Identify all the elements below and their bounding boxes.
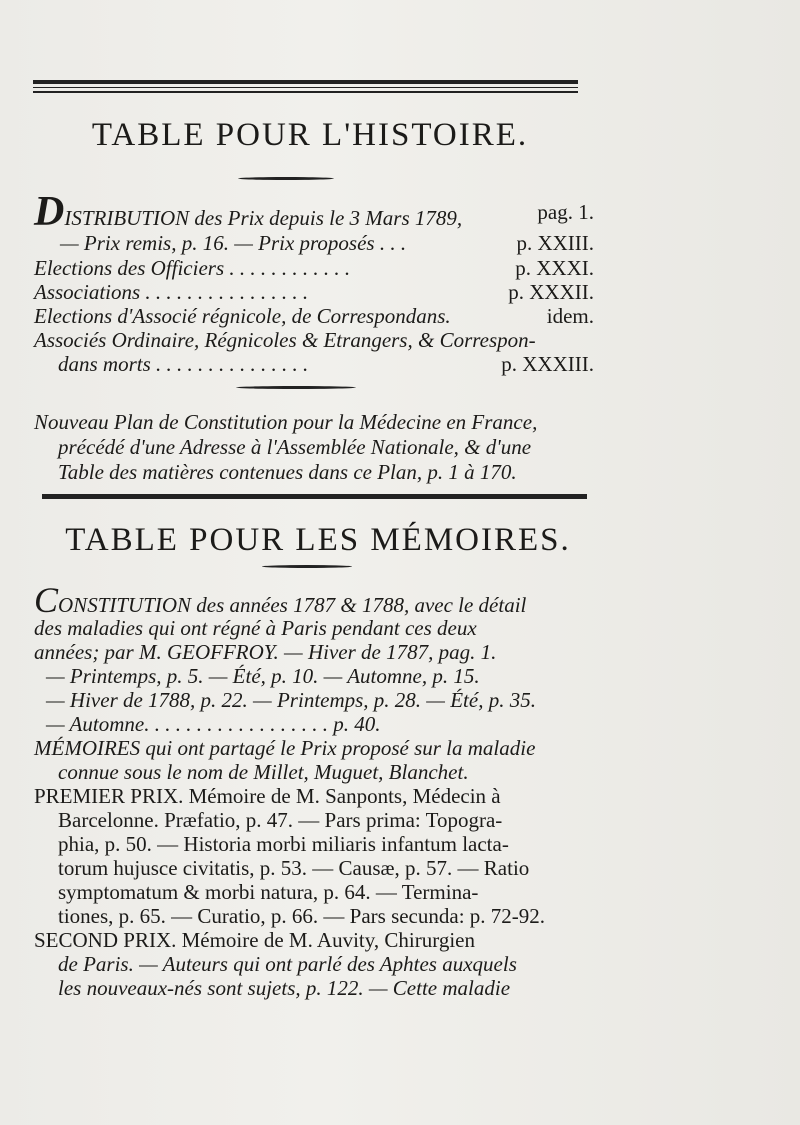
memoire-line-14: tiones, p. 65. — Curatio, p. 66. — Pars secunda: p. 72-92. xyxy=(58,904,546,928)
memoire-line-16: de Paris. — Auteurs qui ont parlé des Aphtes auxquels xyxy=(58,952,517,976)
memoire-line-5: — Hiver de 1788, p. 22. — Printemps, p. 28. — Été, p. 35. xyxy=(46,688,536,712)
memoire-line-13: symptomatum & morbi natura, p. 64. — Termina- xyxy=(58,880,479,904)
memoire-line-1: CONSTITUTION des années 1787 & 1788, avec le détail xyxy=(34,580,527,620)
entry-associations: Associations . . . . . . . . . . . . . . . . p. XXXII. xyxy=(34,280,594,304)
plan-line-1: Nouveau Plan de Constitution pour la Médecine en France, xyxy=(34,410,538,434)
section-title-memoires: TABLE POUR LES MÉMOIRES. xyxy=(65,522,571,558)
memoire-line-2: des maladies qui ont régné à Paris pendant ces deux xyxy=(34,616,477,640)
entry-prix-remis: — Prix remis, p. 16. — Prix proposés . . . p. XXIII. xyxy=(60,231,594,255)
top-ornamental-rule xyxy=(33,80,578,93)
entry-elections-officiers: Elections des Officiers . . . . . . . . . . . . p. XXXI. xyxy=(34,256,594,280)
memoire-line-10: Barcelonne. Præfatio, p. 47. — Pars prima: Topogra- xyxy=(58,808,503,832)
memoire-line-4: — Printemps, p. 5. — Été, p. 10. — Automne, p. 15. xyxy=(46,664,480,688)
entry-associes-ordinaire: Associés Ordinaire, Régnicoles & Etrangers, & Correspon- xyxy=(34,328,536,352)
memoire-line-9: PREMIER PRIX. Mémoire de M. Sanponts, Médecin à xyxy=(34,784,501,808)
short-divider-2 xyxy=(236,386,356,389)
short-divider-3 xyxy=(262,565,352,568)
memoire-line-3: années; par M. GEOFFROY. — Hiver de 1787, pag. 1. xyxy=(34,640,497,664)
short-divider-1 xyxy=(238,177,334,180)
plan-line-3: Table des matières contenues dans ce Plan, p. 1 à 170. xyxy=(58,460,517,484)
section-title-histoire: TABLE POUR L'HISTOIRE. xyxy=(91,117,529,153)
memoire-line-11: phia, p. 50. — Historia morbi miliaris infantum lacta- xyxy=(58,832,509,856)
memoire-line-6: — Automne. . . . . . . . . . . . . . . . . . p. 40. xyxy=(46,712,381,736)
section-thick-rule xyxy=(42,494,587,499)
memoire-line-17: les nouveaux-nés sont sujets, p. 122. — Cette maladie xyxy=(58,976,511,1000)
plan-line-2: précédé d'une Adresse à l'Assemblée Nationale, & d'une xyxy=(58,435,532,459)
entry-elections-associe: Elections d'Associé régnicole, de Correspondans. idem. xyxy=(34,304,594,328)
entry-dans-morts: dans morts . . . . . . . . . . . . . . . p. XXXIII. xyxy=(58,352,594,376)
memoire-line-8: connue sous le nom de Millet, Muguet, Blanchet. xyxy=(58,760,469,784)
memoire-line-7: MÉMOIRES qui ont partagé le Prix proposé sur la maladie xyxy=(34,736,536,760)
entry-distribution: DISTRIBUTION des Prix depuis le 3 Mars 1789, pag. 1. xyxy=(34,189,594,235)
memoire-line-12: torum hujusce civitatis, p. 53. — Causæ, p. 57. — Ratio xyxy=(58,856,530,880)
memoire-line-15: SECOND PRIX. Mémoire de M. Auvity, Chirurgien xyxy=(34,928,475,952)
